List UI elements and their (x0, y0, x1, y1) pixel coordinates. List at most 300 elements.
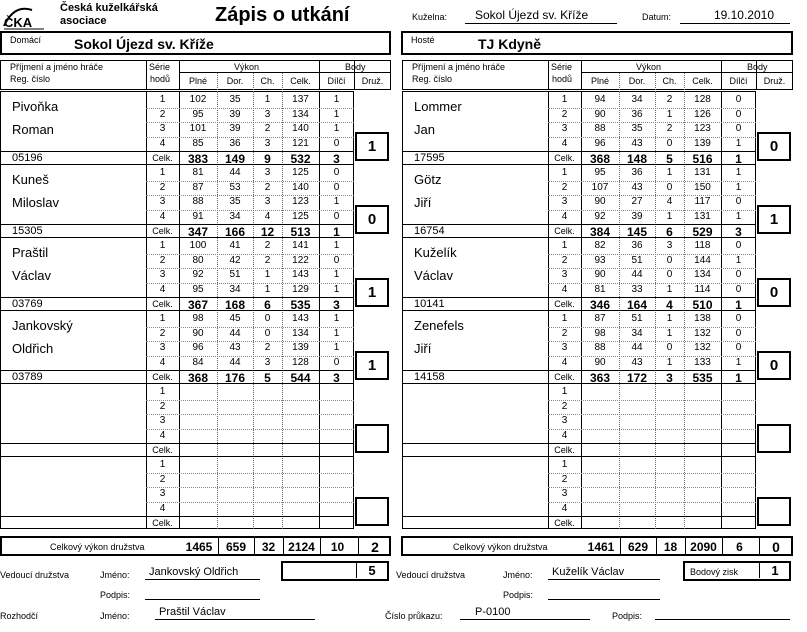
total-value: 383 (187, 151, 209, 166)
series-value: 1 (333, 123, 340, 135)
series-value: 2 (264, 342, 271, 354)
team-point-box: 0 (757, 278, 791, 307)
total-value: 513 (290, 224, 311, 239)
away-total-label: Celkový výkon družstva (453, 542, 548, 552)
series-value: 92 (594, 211, 606, 223)
series-column-header-2: hodů (150, 74, 171, 84)
series-number: 4 (159, 503, 166, 515)
home-label: Domácí (10, 35, 42, 45)
series-number: 4 (159, 211, 166, 223)
performance-header: Výkon (636, 62, 662, 72)
series-value: 1 (264, 269, 271, 281)
date-value: 19.10.2010 (680, 8, 790, 24)
series-value: 34 (229, 284, 241, 296)
series-value: 140 (292, 181, 309, 193)
series-value: 36 (631, 108, 643, 120)
series-value: 1 (666, 284, 673, 296)
series-value: 41 (229, 240, 241, 252)
series-number: 4 (561, 284, 568, 296)
series-value: 123 (694, 123, 711, 135)
total-label: Celk. (152, 299, 173, 310)
series-value: 122 (292, 254, 309, 266)
referee-name: Praštil Václav (155, 606, 315, 620)
series-number: 4 (159, 430, 166, 442)
total-value: 516 (692, 151, 713, 166)
total-value: 5 (666, 151, 673, 166)
series-number: 3 (159, 123, 166, 135)
series-value: 125 (292, 167, 309, 179)
player-surname: Götz (414, 172, 442, 187)
card-number: P-0100 (460, 606, 590, 620)
series-value: 0 (735, 327, 742, 339)
series-value: 134 (292, 327, 309, 339)
series-value: 1 (666, 313, 673, 325)
series-value: 88 (594, 123, 606, 135)
total-label: Celk. (152, 372, 173, 383)
total-value: 149 (224, 151, 246, 166)
series-value: 0 (735, 240, 742, 252)
total-label: Celk. (152, 153, 173, 164)
series-value: 95 (192, 108, 204, 120)
series-value: 3 (264, 357, 271, 369)
series-value: 132 (694, 342, 711, 354)
team-point-box: 0 (757, 351, 791, 380)
total-value: 1 (735, 297, 742, 312)
series-value: 81 (192, 167, 204, 179)
home-captain-name-label: Jméno: (100, 570, 130, 580)
series-value: 0 (735, 269, 742, 281)
series-column-header-2: hodů (552, 74, 573, 84)
series-value: 131 (694, 211, 711, 223)
away-team-box (401, 31, 793, 55)
total-value: 172 (626, 370, 648, 385)
series-value: 129 (292, 284, 309, 296)
series-value: 1 (735, 138, 742, 150)
series-value: 0 (666, 269, 673, 281)
series-value: 1 (735, 254, 742, 266)
series-value: 95 (594, 167, 606, 179)
series-number: 4 (561, 138, 568, 150)
total-label: Celk. (554, 445, 575, 456)
series-value: 0 (735, 342, 742, 354)
series-number: 3 (159, 269, 166, 281)
series-number: 1 (561, 313, 568, 325)
home-signature-line (145, 588, 260, 600)
series-value: 90 (594, 269, 606, 281)
series-number: 2 (159, 254, 166, 266)
series-number: 1 (561, 167, 568, 179)
series-value: 1 (264, 94, 271, 106)
series-column-header: Série (149, 62, 171, 72)
team-point-box: 0 (757, 132, 791, 161)
series-value: 138 (694, 313, 711, 325)
series-value: 43 (631, 138, 643, 150)
series-value: 0 (333, 254, 340, 266)
page-title: Zápis o utkání (215, 4, 350, 26)
points-partial-col: Dílčí (327, 75, 346, 86)
away-captain-label: Vedoucí družstva (396, 570, 466, 580)
series-value: 2 (666, 123, 673, 135)
series-number: 1 (561, 459, 568, 471)
team-point-box (757, 497, 791, 526)
series-value: 1 (333, 240, 340, 252)
series-value: 132 (694, 327, 711, 339)
player-column-header: Příjmení a jméno hráče (412, 62, 506, 72)
total-value: 1 (735, 151, 742, 166)
series-value: 139 (694, 138, 711, 150)
series-value: 90 (594, 196, 606, 208)
series-value: 2 (264, 181, 271, 193)
player-reg-number: 17595 (414, 152, 445, 164)
perf-col-0: Plné (188, 75, 207, 86)
total-label: Celk. (152, 518, 173, 529)
team-total-value: 1461 (587, 540, 615, 554)
home-team-box (0, 31, 391, 55)
away-signature-line (548, 588, 660, 600)
referee-signature-label: Podpis: (612, 611, 643, 621)
series-value: 53 (229, 181, 241, 193)
series-value: 34 (631, 94, 643, 106)
series-value: 88 (594, 342, 606, 354)
away-total-points: 0 (759, 537, 792, 556)
player-reg-number: 10141 (414, 298, 445, 310)
series-value: 87 (594, 313, 606, 325)
player-reg-number: 03769 (12, 298, 43, 310)
series-value: 42 (229, 254, 241, 266)
series-number: 2 (159, 400, 166, 412)
reg-column-header: Reg. číslo (10, 74, 51, 84)
points-header: Body (345, 62, 366, 72)
series-number: 2 (159, 327, 166, 339)
total-value: 384 (589, 224, 611, 239)
player-firstname: Miloslav (12, 195, 59, 210)
team-total-value: 10 (330, 540, 345, 554)
series-value: 3 (264, 108, 271, 120)
performance-header: Výkon (234, 62, 260, 72)
team-point-box (355, 497, 389, 526)
perf-col-1: Dor. (226, 75, 244, 86)
series-value: 128 (292, 357, 309, 369)
series-value: 35 (229, 196, 241, 208)
series-number: 3 (561, 342, 568, 354)
total-value: 6 (264, 297, 271, 312)
series-value: 144 (694, 254, 711, 266)
series-number: 2 (561, 327, 568, 339)
series-value: 1 (666, 108, 673, 120)
series-value: 1 (735, 181, 742, 193)
series-value: 1 (333, 313, 340, 325)
series-column-header: Série (551, 62, 573, 72)
date-label: Datum: (642, 12, 672, 22)
total-value: 176 (224, 370, 246, 385)
cka-logo (2, 2, 46, 30)
series-value: 43 (631, 181, 643, 193)
total-value: 3 (333, 151, 340, 166)
series-value: 51 (631, 254, 643, 266)
series-value: 1 (333, 284, 340, 296)
series-value: 0 (333, 167, 340, 179)
series-number: 2 (561, 473, 568, 485)
player-reg-number: 14158 (414, 371, 445, 383)
series-value: 121 (292, 138, 309, 150)
series-number: 4 (159, 357, 166, 369)
series-value: 91 (192, 211, 204, 223)
series-value: 3 (666, 240, 673, 252)
series-number: 3 (159, 342, 166, 354)
series-value: 0 (735, 284, 742, 296)
series-value: 82 (594, 240, 606, 252)
total-value: 3 (666, 370, 673, 385)
series-value: 1 (264, 284, 271, 296)
total-value: 368 (589, 151, 611, 166)
referee-label: Rozhodčí (0, 611, 39, 621)
series-value: 1 (666, 167, 673, 179)
venue-value: Sokol Újezd sv. Kříže (465, 8, 617, 24)
series-number: 3 (561, 123, 568, 135)
series-value: 51 (229, 269, 241, 281)
series-value: 1 (666, 211, 673, 223)
total-value: 166 (224, 224, 246, 239)
series-value: 0 (264, 327, 271, 339)
player-firstname: Václav (12, 268, 52, 283)
away-team-name: TJ Kdyně (478, 36, 542, 52)
series-value: 43 (229, 342, 241, 354)
player-surname: Kuželík (414, 245, 457, 260)
series-value: 36 (631, 167, 643, 179)
series-value: 39 (631, 211, 643, 223)
series-number: 2 (159, 181, 166, 193)
series-value: 43 (631, 357, 643, 369)
perf-col-1: Dor. (628, 75, 646, 86)
home-total-label: Celkový výkon družstva (50, 542, 145, 552)
series-number: 4 (561, 357, 568, 369)
away-label: Hosté (411, 35, 435, 45)
total-value: 12 (260, 224, 275, 239)
team-total-value: 659 (225, 540, 247, 554)
total-value: 363 (589, 370, 611, 385)
series-value: 1 (666, 327, 673, 339)
series-value: 134 (292, 108, 309, 120)
svg-text:ČKA: ČKA (4, 15, 33, 30)
series-number: 4 (561, 430, 568, 442)
player-surname: Lommer (414, 99, 462, 114)
team-total-value: 2124 (288, 540, 315, 554)
total-label: Celk. (554, 153, 575, 164)
series-value: 2 (264, 240, 271, 252)
series-value: 39 (229, 123, 241, 135)
series-value: 0 (735, 123, 742, 135)
away-score-label: Bodový zisk (690, 567, 739, 577)
series-value: 85 (192, 138, 204, 150)
player-reg-number: 03789 (12, 371, 43, 383)
series-value: 94 (594, 94, 606, 106)
series-value: 123 (292, 196, 309, 208)
total-value: 3 (735, 224, 742, 239)
series-value: 1 (333, 94, 340, 106)
perf-col-2: Ch. (260, 75, 275, 86)
away-signature-label: Podpis: (503, 590, 534, 600)
total-value: 3 (333, 297, 340, 312)
player-surname: Praštil (12, 245, 49, 260)
series-number: 2 (159, 473, 166, 485)
player-surname: Kuneš (12, 172, 49, 187)
series-value: 34 (631, 327, 643, 339)
series-number: 2 (561, 254, 568, 266)
series-value: 3 (264, 138, 271, 150)
series-value: 137 (292, 94, 309, 106)
team-total-value: 629 (627, 540, 649, 554)
series-value: 0 (666, 181, 673, 193)
series-value: 80 (192, 254, 204, 266)
series-value: 90 (594, 108, 606, 120)
series-value: 134 (694, 269, 711, 281)
series-value: 0 (333, 357, 340, 369)
team-point-box: 1 (355, 278, 389, 307)
series-value: 35 (631, 123, 643, 135)
home-captain-name: Jankovský Oldřich (145, 566, 260, 580)
points-partial-col: Dílčí (729, 75, 748, 86)
player-reg-number: 16754 (414, 225, 445, 237)
total-label: Celk. (554, 372, 575, 383)
series-value: 0 (333, 138, 340, 150)
series-number: 2 (561, 400, 568, 412)
series-value: 33 (631, 284, 643, 296)
series-value: 36 (631, 240, 643, 252)
series-number: 2 (561, 181, 568, 193)
points-team-col: Druž. (763, 75, 786, 86)
team-total-value: 32 (261, 540, 276, 554)
series-value: 0 (666, 254, 673, 266)
series-value: 0 (666, 138, 673, 150)
series-value: 4 (666, 196, 673, 208)
player-firstname: Jiří (414, 341, 432, 356)
total-value: 164 (626, 297, 648, 312)
series-value: 143 (292, 269, 309, 281)
total-value: 529 (692, 224, 713, 239)
series-value: 92 (192, 269, 204, 281)
home-team-name: Sokol Újezd sv. Kříže (74, 36, 214, 52)
series-value: 118 (694, 240, 711, 252)
perf-col-0: Plné (590, 75, 609, 86)
series-number: 4 (561, 211, 568, 223)
series-value: 1 (735, 167, 742, 179)
series-number: 1 (561, 94, 568, 106)
series-value: 0 (735, 108, 742, 120)
series-value: 95 (192, 284, 204, 296)
referee-name-label: Jméno: (100, 611, 130, 621)
total-value: 5 (264, 370, 271, 385)
series-value: 44 (229, 357, 241, 369)
total-value: 535 (290, 297, 311, 312)
series-value: 1 (735, 211, 742, 223)
series-value: 1 (333, 108, 340, 120)
series-value: 44 (229, 167, 241, 179)
series-value: 34 (229, 211, 241, 223)
total-value: 368 (187, 370, 209, 385)
series-value: 44 (229, 327, 241, 339)
series-value: 1 (666, 357, 673, 369)
team-total-value: 2090 (690, 540, 717, 554)
points-team-col: Druž. (361, 75, 384, 86)
series-value: 44 (631, 342, 643, 354)
series-value: 101 (189, 123, 207, 135)
series-number: 4 (159, 284, 166, 296)
series-value: 96 (192, 342, 204, 354)
team-point-box: 1 (757, 205, 791, 234)
team-point-box: 0 (355, 205, 389, 234)
player-firstname: Oldřich (12, 341, 54, 356)
series-value: 44 (631, 269, 643, 281)
total-value: 347 (187, 224, 209, 239)
series-value: 114 (694, 284, 711, 296)
series-number: 4 (159, 138, 166, 150)
series-value: 3 (264, 196, 271, 208)
series-value: 0 (666, 342, 673, 354)
series-value: 100 (189, 240, 207, 252)
total-label: Celk. (554, 518, 575, 529)
referee-signature-line (655, 608, 790, 620)
team-point-box: 1 (355, 132, 389, 161)
series-number: 2 (561, 108, 568, 120)
series-value: 88 (192, 196, 204, 208)
series-value: 139 (292, 342, 309, 354)
association-name: Česká kuželkářská asociace (60, 2, 158, 27)
player-firstname: Václav (414, 268, 454, 283)
series-value: 1 (333, 269, 340, 281)
series-value: 141 (292, 240, 309, 252)
series-value: 140 (292, 123, 309, 135)
series-number: 3 (159, 488, 166, 500)
total-value: 148 (626, 151, 648, 166)
series-value: 35 (229, 94, 241, 106)
team-total-value: 18 (663, 540, 678, 554)
series-number: 1 (159, 386, 166, 398)
series-number: 1 (159, 167, 166, 179)
series-number: 3 (561, 196, 568, 208)
series-number: 1 (159, 240, 166, 252)
series-value: 98 (192, 313, 204, 325)
series-value: 96 (594, 138, 606, 150)
series-value: 0 (264, 313, 271, 325)
total-label: Celk. (554, 226, 575, 237)
total-value: 3 (333, 370, 340, 385)
series-value: 81 (594, 284, 606, 296)
card-label: Číslo průkazu: (385, 611, 443, 621)
total-value: 145 (626, 224, 648, 239)
away-captain-name-label: Jméno: (503, 570, 533, 580)
series-value: 117 (694, 196, 711, 208)
total-value: 544 (290, 370, 311, 385)
series-number: 1 (561, 240, 568, 252)
series-value: 1 (735, 357, 742, 369)
total-value: 168 (224, 297, 246, 312)
series-number: 3 (561, 488, 568, 500)
home-total-points: 2 (358, 537, 391, 556)
team-point-box (355, 424, 389, 453)
series-value: 3 (264, 167, 271, 179)
away-score-value: 1 (759, 562, 790, 578)
total-value: 1 (735, 370, 742, 385)
series-value: 98 (594, 327, 606, 339)
series-number: 3 (561, 415, 568, 427)
total-label: Celk. (152, 226, 173, 237)
series-value: 1 (333, 196, 340, 208)
series-number: 2 (159, 108, 166, 120)
player-column-header: Příjmení a jméno hráče (10, 62, 104, 72)
total-value: 510 (692, 297, 713, 312)
home-captain-box-value: 5 (356, 562, 387, 578)
player-surname: Jankovský (12, 318, 73, 333)
